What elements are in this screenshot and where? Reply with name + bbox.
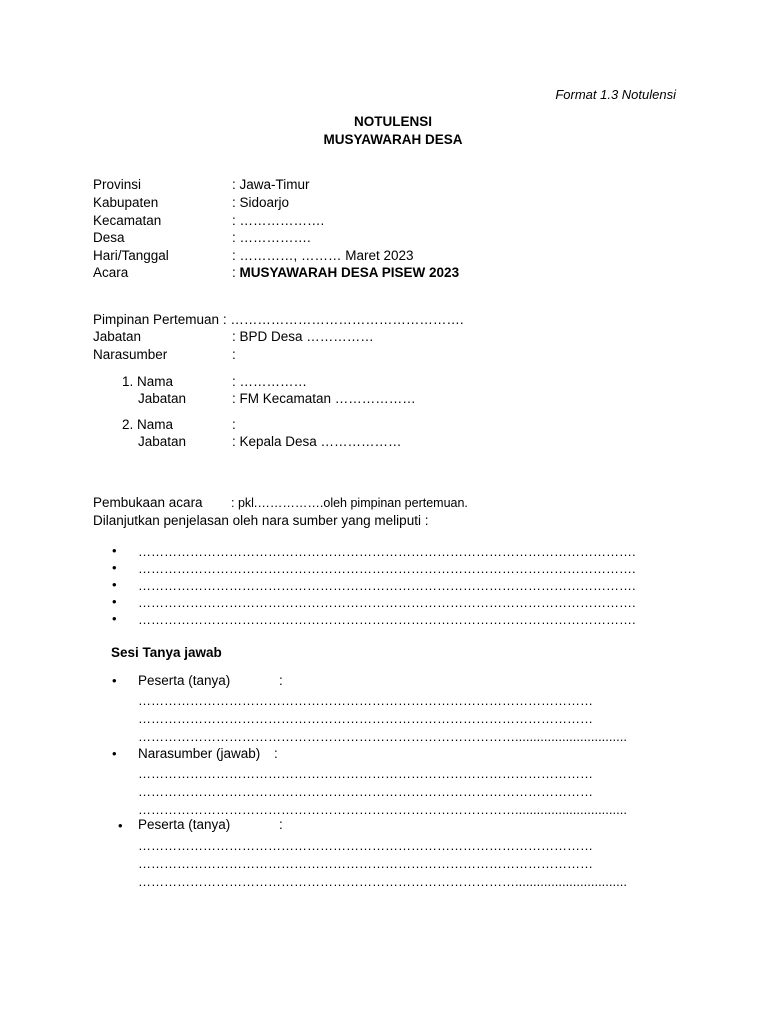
field-value: : Jawa-Timur	[232, 177, 310, 192]
pimpinan-value: : …………………………………………….	[222, 312, 464, 327]
title-notulensi: NOTULENSI	[353, 114, 432, 129]
qa-line: ……………………………………………………………………………………………	[138, 693, 593, 708]
bullet-icon: •	[112, 543, 117, 558]
qa-line: ……………………………………………………………………………...............................	[138, 802, 627, 817]
pimpinan-label: Pimpinan Pertemuan	[93, 312, 220, 327]
speaker-1-nama-label: 1. Nama	[122, 374, 174, 389]
field-value: : ……………….	[232, 213, 325, 228]
bullet-icon: •	[112, 673, 117, 688]
acara-name: MUSYAWARAH DESA PISEW 2023	[239, 265, 460, 280]
qa-line: ……………………………………………………………………………………………	[138, 766, 593, 781]
pembukaan-label: Pembukaan acara	[93, 495, 203, 510]
field-value: : …………, ……… Maret 2023	[232, 248, 414, 263]
narasumber-label: Narasumber	[93, 347, 168, 362]
qa-line: ……………………………………………………………………………………………	[138, 711, 593, 726]
speaker-1-jabatan-label: Jabatan	[138, 391, 187, 406]
bullet-icon: •	[112, 746, 117, 761]
bullet-icon: •	[112, 577, 117, 592]
qa-item-label: Narasumber (jawab)	[138, 746, 261, 761]
qa-item-colon: :	[279, 817, 283, 832]
material-point: …………………………………………………………………………………………………….	[138, 561, 636, 576]
speaker-2-jabatan-label: Jabatan	[138, 434, 187, 449]
bullet-icon: •	[112, 611, 117, 626]
material-point: …………………………………………………………………………………………………….	[138, 578, 636, 593]
qa-heading: Sesi Tanya jawab	[111, 645, 222, 660]
qa-line: ……………………………………………………………………………………………	[138, 838, 593, 853]
speaker-1-jabatan-value: : FM Kecamatan ………………	[232, 391, 416, 406]
qa-item-label: Peserta (tanya)	[138, 673, 231, 688]
dilanjutkan-text: Dilanjutkan penjelasan oleh nara sumber yang meliputi :	[93, 513, 429, 528]
qa-line: ……………………………………………………………………………………………	[138, 784, 593, 799]
qa-line: ……………………………………………………………………………………………	[138, 856, 593, 871]
material-point: …………………………………………………………………………………………………….	[138, 612, 636, 627]
field-label: Kabupaten	[93, 195, 159, 210]
material-point: …………………………………………………………………………………………………….	[138, 595, 636, 610]
jabatan-label: Jabatan	[93, 329, 142, 344]
field-value	[232, 265, 459, 280]
speaker-2-nama-label: 2. Nama	[122, 417, 174, 432]
field-label: Desa	[93, 230, 125, 245]
title-musyawarah-desa: MUSYAWARAH DESA	[323, 132, 463, 147]
material-point: …………………………………………………………………………………………………….	[138, 544, 636, 559]
format-label: Format 1.3 Notulensi	[555, 87, 676, 102]
speaker-1-nama-value: : ……………	[232, 374, 308, 389]
field-label: Hari/Tanggal	[93, 248, 169, 263]
bullet-icon: •	[112, 560, 117, 575]
narasumber-value: :	[232, 347, 236, 362]
pimpinan-row	[93, 312, 464, 327]
bullet-icon: •	[118, 818, 123, 833]
bullet-icon: •	[112, 594, 117, 609]
qa-item-colon: :	[274, 746, 278, 761]
qa-item-label: Peserta (tanya)	[138, 817, 231, 832]
qa-item-colon: :	[279, 673, 283, 688]
field-label: Kecamatan	[93, 213, 162, 228]
qa-line: ……………………………………………………………………………...............................	[138, 729, 627, 744]
field-value: : Sidoarjo	[232, 195, 290, 210]
speaker-2-jabatan-value: : Kepala Desa ………………	[232, 434, 402, 449]
field-label: Acara	[93, 265, 129, 280]
pembukaan-value: : pkl.…………….oleh pimpinan pertemuan.	[231, 496, 468, 510]
jabatan-value: : BPD Desa ……………	[232, 329, 374, 344]
qa-line: ……………………………………………………………………………...............................	[138, 874, 627, 889]
speaker-2-nama-value: :	[232, 417, 236, 432]
field-label: Provinsi	[93, 177, 142, 192]
field-value-prefix: :	[232, 265, 240, 280]
field-value: : …………….	[232, 230, 311, 245]
